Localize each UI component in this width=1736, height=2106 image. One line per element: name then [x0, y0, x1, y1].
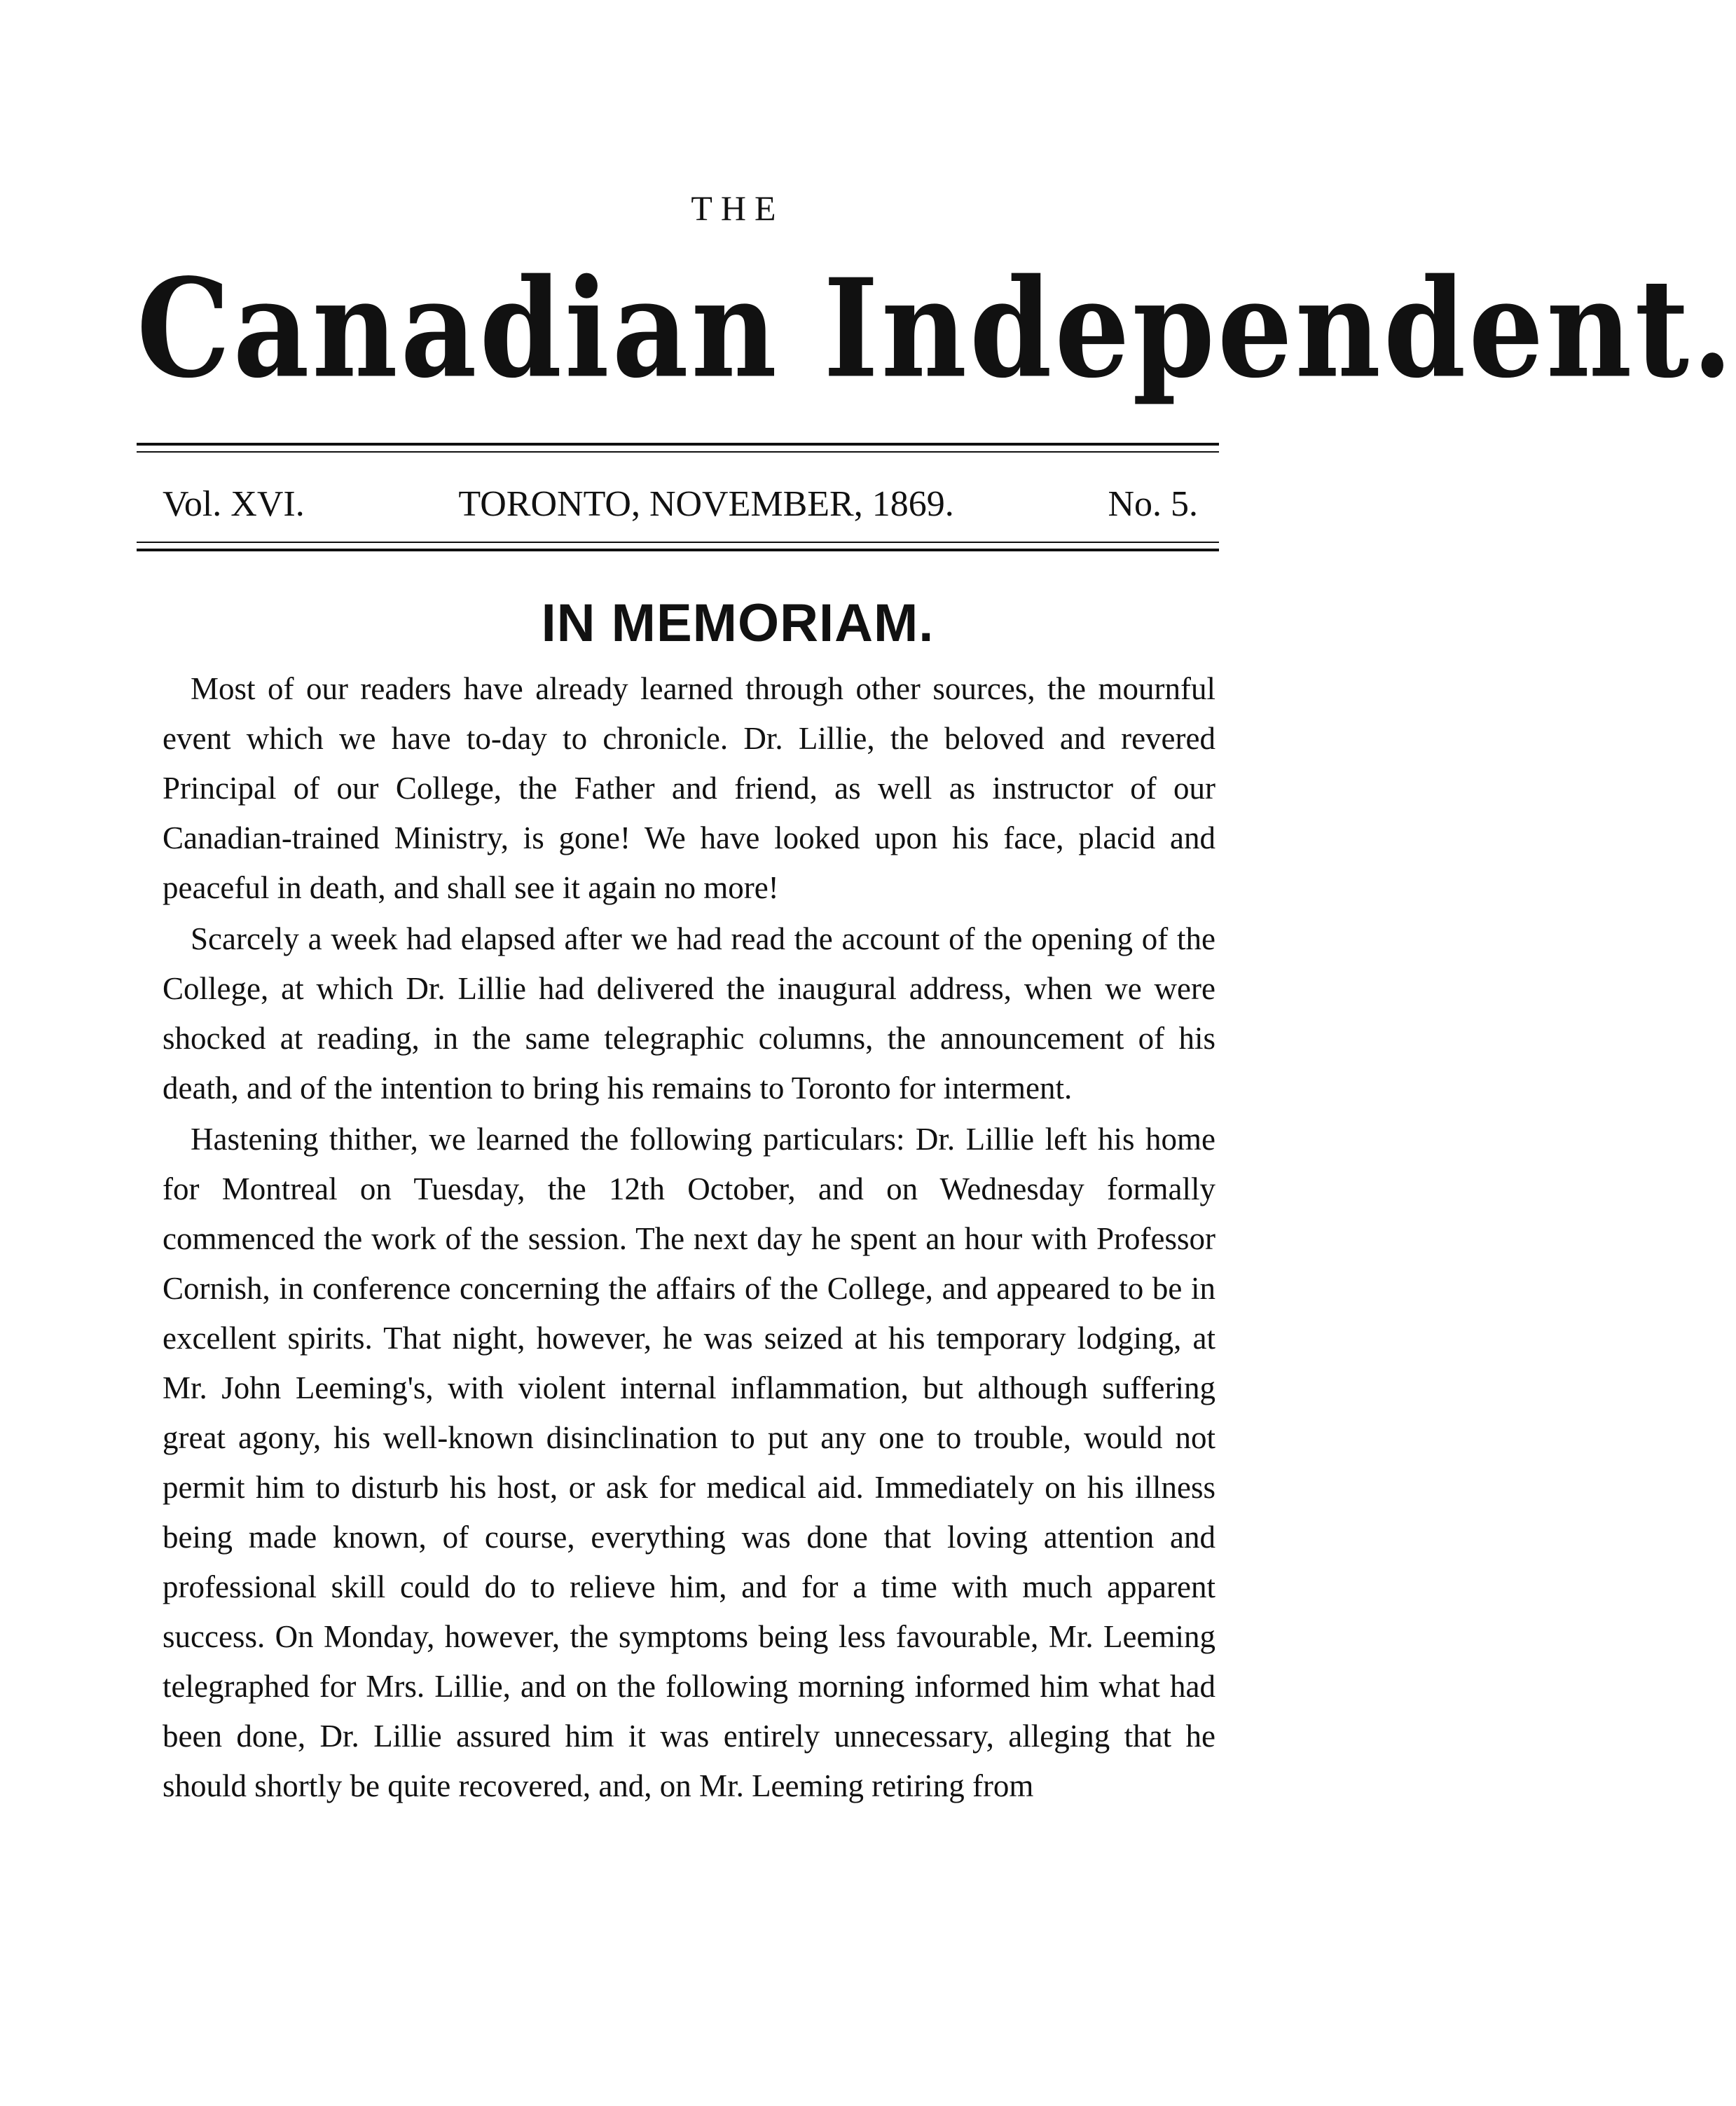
article-heading: IN MEMORIAM. — [541, 593, 935, 653]
article-paragraph: Scarcely a week had elapsed after we had read the account of the opening of the College, at which Dr. Lillie had delivered the inaugural address, when we were shocked at reading, in the same telegraphic columns, the announcement of his death, and of the intention to bring his remains to Toronto for interment. — [163, 921, 1215, 1106]
dateline: TORONTO, NOVEMBER, 1869. — [458, 484, 954, 524]
issue-number: No. 5. — [1108, 484, 1198, 524]
article-paragraph: Hastening thither, we learned the following particulars: Dr. Lillie left his home for Montreal on Tuesday, the 12th October, and on Wednesday formally commenced the work of the session. The next day he spent an hour with Professor Cornish, in conference concerning the affairs of the College, and appeared to be in excellent spirits. That night, however, he was seized at his temporary lodging, at Mr. John Leeming's, with violent internal inflammation, but although suffering great agony, his well-known disinclination to put any one to trouble, would not permit him to disturb his host, or ask for medical aid. Immediately on his illness being made known, of course, everything was done that loving attention and professional skill could do to relieve him, and for a time with much apparent success. On Monday, however, the symptoms being less favourable, Mr. Leeming telegraphed for Mrs. Lillie, and on the following morning informed him what had been done, Dr. Lillie assured him it was entirely unnecessary, alleging that he should shortly be quite recovered, and, on Mr. Leeming retiring from — [163, 1122, 1215, 1803]
top-rule — [137, 443, 1219, 458]
article-body — [163, 664, 1215, 1812]
issue-line — [163, 483, 1198, 525]
masthead-title: Canadian Independent. — [137, 248, 1736, 408]
bottom-rule — [137, 542, 1219, 557]
article-paragraph: Most of our readers have already learned through other sources, the mournful event which we have to-day to chronicle. Dr. Lillie, the beloved and revered Principal of our College, the Father and friend, as well as instructor of our Canadian-trained Ministry, is gone! We have looked upon his face, placid and peaceful in death, and shall see it again no more! — [163, 671, 1215, 905]
masthead-kicker: THE — [691, 188, 785, 228]
volume-label: Vol. XVI. — [163, 484, 305, 524]
